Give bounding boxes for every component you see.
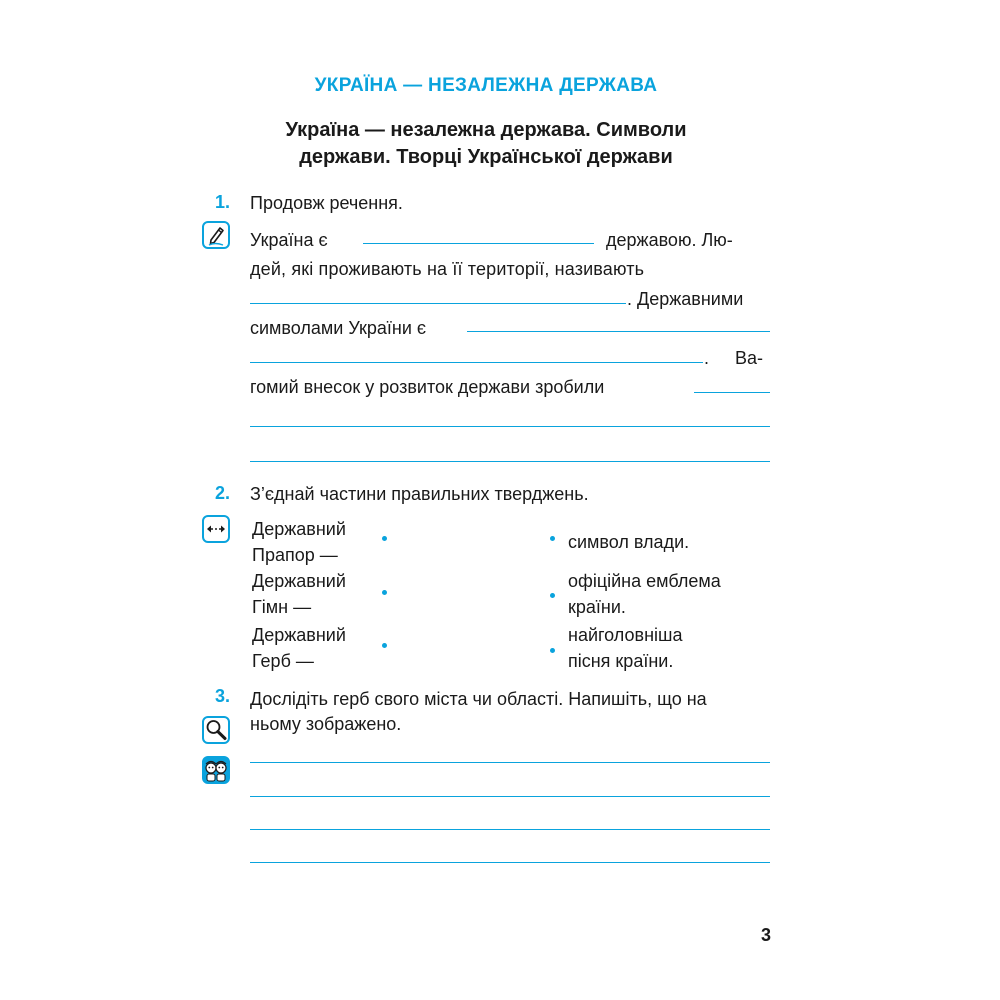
task-1-text-3: дей, які проживають на її території, називають xyxy=(250,259,645,279)
statement-left-2-line-2: Гімн — xyxy=(252,597,312,617)
statement-right-1 xyxy=(568,529,689,555)
task-1-text-1: Україна є xyxy=(250,230,328,250)
task-1-text-7: Ва- xyxy=(735,348,764,368)
answer-line[interactable] xyxy=(250,362,703,363)
pair-work-icon xyxy=(202,756,230,784)
statement-right-3-line-2: пісня країни. xyxy=(568,651,674,671)
statement-left-1 xyxy=(252,516,346,568)
statement-right-2 xyxy=(568,568,721,620)
statement-left-3-line-1: Державний xyxy=(252,625,346,645)
answer-line[interactable] xyxy=(250,829,770,830)
magnifier-icon xyxy=(202,716,230,744)
answer-line[interactable] xyxy=(250,461,770,462)
task-3-instruction xyxy=(250,687,707,737)
statement-right-2-line-2: країни. xyxy=(568,597,626,617)
connect-dot-right-1[interactable] xyxy=(550,536,555,541)
statement-right-1-line-1: символ влади. xyxy=(568,532,690,552)
connect-dot-left-3[interactable] xyxy=(382,643,387,648)
statement-right-3-line-1: найголовніша xyxy=(568,625,683,645)
task-1-text-6: . xyxy=(704,348,710,368)
task-1-number: 1. xyxy=(215,192,231,212)
answer-line[interactable] xyxy=(694,392,770,393)
lesson-title-line-2: держави. Творці Української держави xyxy=(299,146,673,168)
task-1-text-5: символами України є xyxy=(250,318,427,338)
statement-left-2-line-1: Державний xyxy=(252,571,346,591)
statement-left-3-line-2: Герб — xyxy=(252,651,314,671)
answer-line[interactable] xyxy=(250,862,770,863)
task-3-instruction-line-2: ньому зображено. xyxy=(250,714,402,734)
task-1-text-2: державою. Лю- xyxy=(606,230,733,250)
task-3-number: 3. xyxy=(215,686,231,706)
statement-left-3 xyxy=(252,622,346,674)
answer-line[interactable] xyxy=(467,331,770,332)
connect-dot-right-2[interactable] xyxy=(550,593,555,598)
page-number: 3 xyxy=(760,925,771,945)
connect-dot-left-1[interactable] xyxy=(382,536,387,541)
answer-line[interactable] xyxy=(250,426,770,427)
section-title: УКРАЇНА — НЕЗАЛЕЖНА ДЕРЖАВА xyxy=(314,75,658,96)
statement-right-2-line-1: офіційна емблема xyxy=(568,571,721,591)
connect-arrows-icon xyxy=(202,515,230,543)
connect-dot-right-3[interactable] xyxy=(550,648,555,653)
task-3-instruction-line-1: Дослідіть герб свого міста чи області. Напишіть, що на xyxy=(250,689,707,709)
statement-left-1-line-2: Прапор — xyxy=(252,545,338,565)
connect-dot-left-2[interactable] xyxy=(382,590,387,595)
answer-line[interactable] xyxy=(250,303,626,304)
task-2-number: 2. xyxy=(215,483,231,503)
task-2-instruction: З’єднай частини правильних тверджень. xyxy=(250,484,589,504)
answer-line[interactable] xyxy=(250,796,770,797)
lesson-title xyxy=(0,117,972,171)
task-1-text-4: . Державними xyxy=(627,289,744,309)
statement-left-1-line-1: Державний xyxy=(252,519,346,539)
task-1-text-8: гомий внесок у розвиток держави зробили xyxy=(250,377,605,397)
pencil-write-icon xyxy=(202,221,230,249)
lesson-title-line-1: Україна — незалежна держава. Символи xyxy=(285,119,687,141)
statement-left-2 xyxy=(252,568,346,620)
answer-line[interactable] xyxy=(363,243,594,244)
task-1-instruction: Продовж речення. xyxy=(250,193,403,213)
answer-line[interactable] xyxy=(250,762,770,763)
statement-right-3 xyxy=(568,622,682,674)
